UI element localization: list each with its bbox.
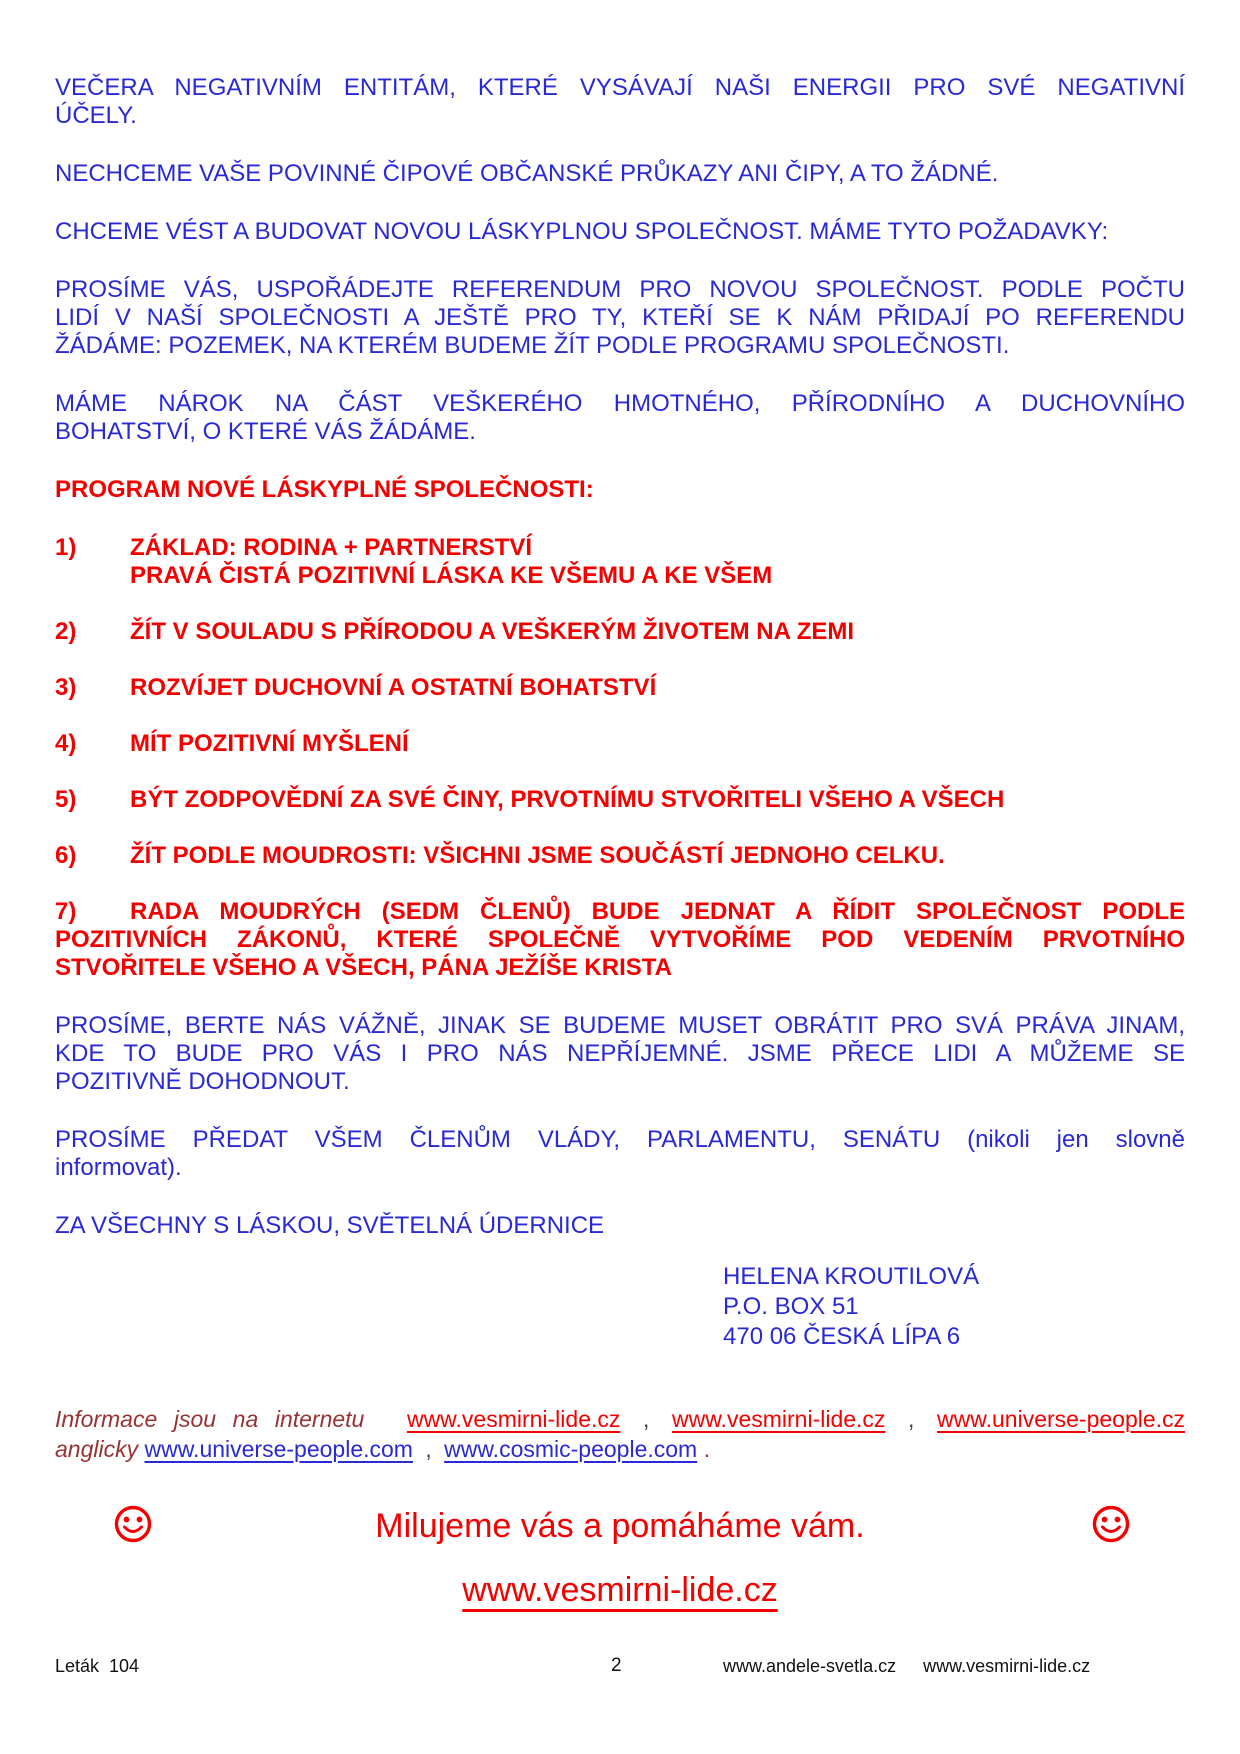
paragraph-nechceme <box>55 160 1185 188</box>
page-number: 2 <box>611 1655 622 1676</box>
list-item-6 <box>55 842 1185 870</box>
list-item-1-number: 1) <box>55 534 77 561</box>
info-links-block <box>55 1404 1185 1464</box>
paragraph-line: LIDÍ V NAŠÍ SPOLEČNOSTI A JEŠTĚ PRO TY, KTEŘÍ SE K NÁM PŘIDAJÍ PO REFERENDU <box>55 304 1185 331</box>
paragraph-line: PROSÍME VÁS, USPOŘÁDEJTE REFERENDUM PRO NOVOU SPOLEČNOST. PODLE POČTU <box>55 276 1185 303</box>
list-item-2-number: 2) <box>55 618 77 645</box>
list-item-7-number: 7) <box>55 898 77 925</box>
list-item-3-line: ROZVÍJET DUCHOVNÍ A OSTATNÍ BOHATSTVÍ <box>130 674 657 701</box>
list-item-7-text: RADA MOUDRÝCH (SEDM ČLENŮ) BUDE JEDNAT A ŘÍDIT SPOLEČNOST PODLE <box>130 898 1185 925</box>
footer-url-vesmirni-lide: www.vesmirni-lide.cz <box>923 1656 1091 1676</box>
list-item-7-line: POZITIVNÍCH ZÁKONŮ, KTERÉ SPOLEČNĚ VYTVOŘÍME POD VEDENÍM PRVOTNÍHO <box>55 926 1185 953</box>
page-footer <box>55 1656 1185 1682</box>
paragraph-referendum <box>55 276 1185 360</box>
info-line-1 <box>55 1404 1185 1434</box>
paragraph-line: POZITIVNĚ DOHODNOUT. <box>55 1068 350 1095</box>
slogan-row <box>55 1502 1185 1552</box>
comma-separator: , <box>908 1406 915 1432</box>
list-item-1 <box>55 534 1185 590</box>
link-universe-people-com[interactable]: www.universe-people.com <box>144 1436 413 1462</box>
paragraph-line: ZA VŠECHNY S LÁSKOU, SVĚTELNÁ ÚDERNICE <box>55 1212 605 1239</box>
info-prefix-english: anglicky <box>55 1436 139 1462</box>
list-item-7-line: STVOŘITELE VŠEHO A VŠECH, PÁNA JEŽÍŠE KRISTA <box>55 954 672 981</box>
comma-separator: , <box>425 1436 432 1462</box>
list-item-5 <box>55 786 1185 814</box>
slogan-text: Milujeme vás a pomáháme vám. <box>375 1507 865 1545</box>
list-item-7 <box>55 898 1185 982</box>
list-item-7-line <box>55 898 1185 926</box>
paragraph-line: PROSÍME, BERTE NÁS VÁŽNĚ, JINAK SE BUDEME MUSET OBRÁTIT PRO SVÁ PRÁVA JINAM, <box>55 1012 1185 1039</box>
smiley-icon <box>113 1504 153 1544</box>
paragraph-line: ŽÁDÁME: POZEMEK, NA KTERÉM BUDEME ŽÍT PODLE PROGRAMU SPOLEČNOSTI. <box>55 332 1010 359</box>
list-item-4 <box>55 730 1185 758</box>
link-universe-people-cz[interactable]: www.universe-people.cz <box>937 1406 1186 1432</box>
address-city: 470 06 ČESKÁ LÍPA 6 <box>723 1323 961 1350</box>
leaflet-number: Leták 104 <box>55 1656 140 1676</box>
address-box: P.O. BOX 51 <box>723 1293 859 1320</box>
main-url-row <box>55 1566 1185 1614</box>
paragraph-narok <box>55 390 1185 446</box>
paragraph-line: MÁME NÁROK NA ČÁST VEŠKERÉHO HMOTNÉHO, PŘÍRODNÍHO A DUCHOVNÍHO <box>55 390 1185 417</box>
link-vesmirni-lide-cz-1[interactable]: www.vesmirni-lide.cz <box>406 1406 621 1432</box>
footer-urls <box>723 1656 1090 1677</box>
list-item-5-number: 5) <box>55 786 77 813</box>
list-item-3 <box>55 674 1185 702</box>
paragraph-predat-vlade <box>55 1126 1185 1182</box>
paragraph-chceme <box>55 218 1185 246</box>
info-prefix: Informace jsou na internetu <box>55 1406 365 1432</box>
link-vesmirni-lide-cz-2[interactable]: www.vesmirni-lide.cz <box>672 1406 886 1432</box>
paragraph-line: CHCEME VÉST A BUDOVAT NOVOU LÁSKYPLNOU SPOLEČNOST. MÁME TYTO POŽADAVKY: <box>55 218 1109 245</box>
address-block <box>723 1262 1185 1352</box>
paragraph-line: informovat). <box>55 1154 182 1181</box>
address-name: HELENA KROUTILOVÁ <box>723 1263 980 1290</box>
paragraph-vecera <box>55 74 1185 130</box>
list-item-6-number: 6) <box>55 842 77 869</box>
paragraph-line: ÚČELY. <box>55 102 137 129</box>
list-item-4-line: MÍT POZITIVNÍ MYŠLENÍ <box>130 730 409 757</box>
comma-separator: , <box>643 1406 650 1432</box>
list-item-5-line: BÝT ZODPOVĚDNÍ ZA SVÉ ČINY, PRVOTNÍMU STVOŘITELI VŠEHO A VŠECH <box>130 786 1005 813</box>
list-item-1-line: PRAVÁ ČISTÁ POZITIVNÍ LÁSKA KE VŠEMU A KE VŠEM <box>130 562 773 589</box>
link-cosmic-people-com[interactable]: www.cosmic-people.com <box>444 1436 698 1462</box>
period: . <box>703 1436 710 1462</box>
paragraph-line: KDE TO BUDE PRO VÁS I PRO NÁS NEPŘÍJEMNÉ. JSME PŘECE LIDI A MŮŽEME SE <box>55 1040 1185 1067</box>
list-item-3-number: 3) <box>55 674 77 701</box>
list-item-2-line: ŽÍT V SOULADU S PŘÍRODOU A VEŠKERÝM ŽIVOTEM NA ZEMI <box>130 618 855 645</box>
paragraph-line: BOHATSTVÍ, O KTERÉ VÁS ŽÁDÁME. <box>55 418 476 445</box>
paragraph-berte-vazne <box>55 1012 1185 1096</box>
list-item-1-line: ZÁKLAD: RODINA + PARTNERSTVÍ <box>130 534 532 561</box>
list-item-2 <box>55 618 1185 646</box>
footer-url-andele-svetla: www.andele-svetla.cz <box>723 1656 897 1676</box>
smiley-icon <box>1091 1504 1131 1544</box>
program-heading: PROGRAM NOVÉ LÁSKYPLNÉ SPOLEČNOSTI: <box>55 476 594 503</box>
list-item-6-line: ŽÍT PODLE MOUDROSTI: VŠICHNI JSME SOUČÁSTÍ JEDNOHO CELKU. <box>130 842 945 869</box>
paragraph-za-vsechny <box>55 1212 1185 1240</box>
list-item-4-number: 4) <box>55 730 77 757</box>
paragraph-line: PROSÍME PŘEDAT VŠEM ČLENŮM VLÁDY, PARLAMENTU, SENÁTU (nikoli jen slovně <box>55 1126 1185 1153</box>
paragraph-line: VEČERA NEGATIVNÍM ENTITÁM, KTERÉ VYSÁVAJÍ NAŠI ENERGII PRO SVÉ NEGATIVNÍ <box>55 74 1185 101</box>
website-link-vesmirni-lide[interactable]: www.vesmirni-lide.cz <box>462 1571 778 1609</box>
paragraph-line: NECHCEME VAŠE POVINNÉ ČIPOVÉ OBČANSKÉ PRŮKAZY ANI ČIPY, A TO ŽÁDNÉ. <box>55 160 999 187</box>
info-line-2 <box>55 1434 1185 1464</box>
